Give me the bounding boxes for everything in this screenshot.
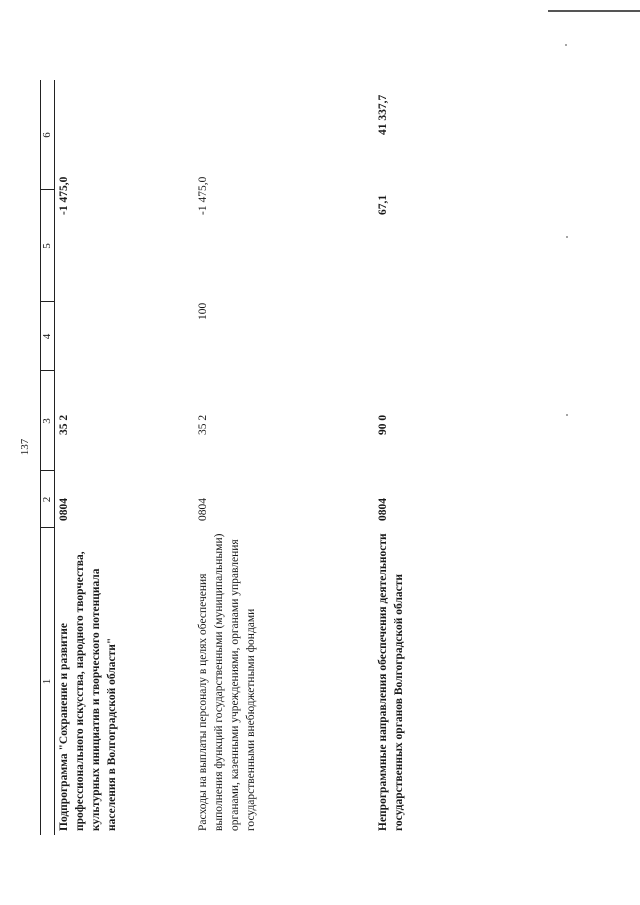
column-header: 5	[41, 243, 53, 249]
row-name: Непрограммные направления обеспечения деятельности государственных органов Волгоградской области	[377, 533, 405, 831]
table-header-rule	[54, 80, 55, 835]
row-name: Расходы на выплаты персоналу в целях обеспечения выполнения функций государственными (муниципальными) органами, казенными учреждениями, органами управления государственными внебюджетными фондами	[197, 533, 257, 831]
column-header: 2	[41, 496, 53, 503]
row-target: 90 0	[377, 414, 389, 435]
row-amount: -1 475,0	[197, 176, 209, 215]
scan-speck	[565, 44, 567, 46]
budget-table	[40, 80, 600, 835]
row-amount: 67,1	[377, 194, 389, 215]
row-expense-type: 100	[197, 302, 209, 320]
row-amount: -1 475,0	[58, 176, 70, 215]
row-target: 35 2	[58, 414, 70, 435]
row-target: 35 2	[197, 414, 209, 435]
page-number: 137	[19, 438, 31, 456]
column-header: 1	[41, 678, 53, 685]
scan-edge-mark	[548, 10, 640, 12]
column-header: 3	[41, 418, 53, 424]
row-section: 0804	[197, 498, 209, 521]
row-name: Подпрограмма "Сохранение и развитие профессионального искусства, народного творчества, культурных инициатив и творческого потенциала населения в Волгоградской области"	[58, 551, 118, 831]
row-col6: 41 337,7	[377, 94, 389, 135]
row-section: 0804	[377, 498, 389, 521]
row-section: 0804	[58, 498, 70, 521]
column-header: 4	[41, 333, 53, 340]
column-header: 6	[41, 132, 53, 138]
